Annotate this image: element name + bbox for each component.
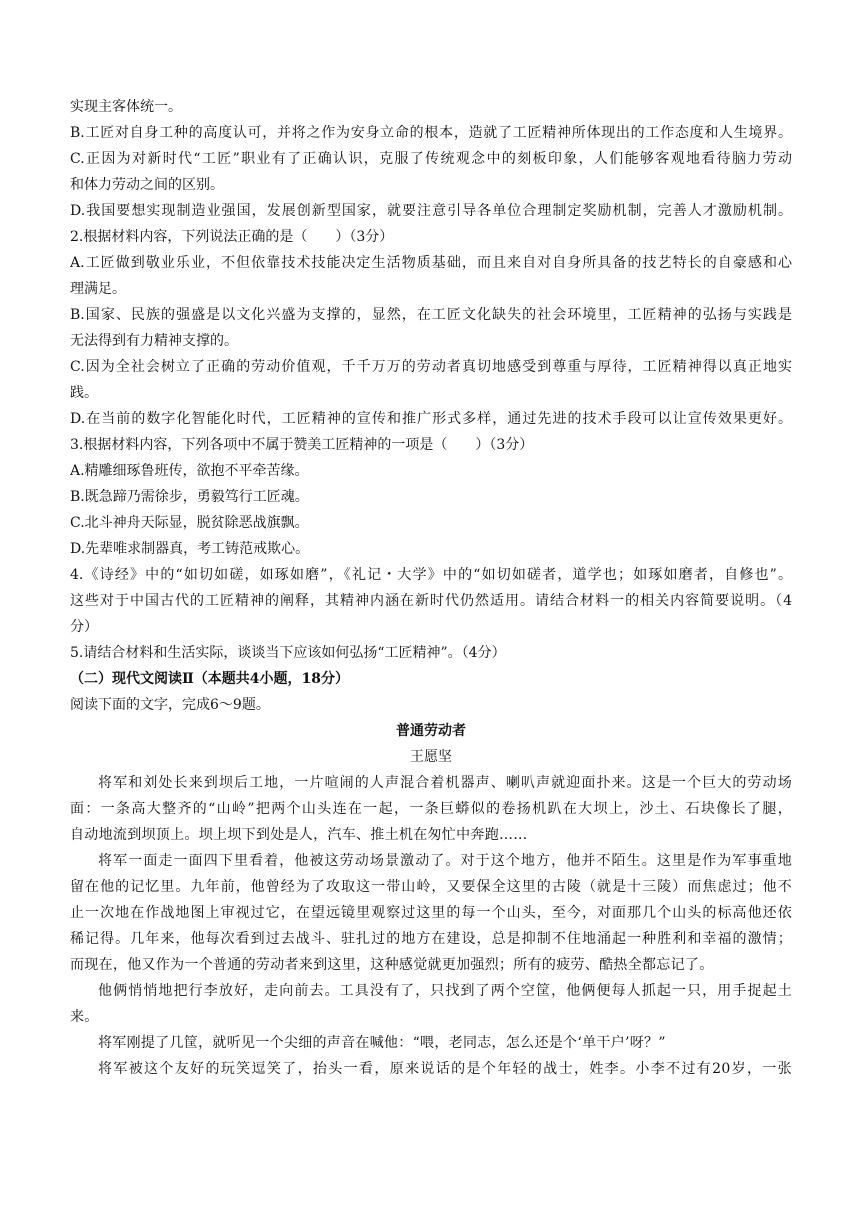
story-line: 稀记得。几年来，他每次看到过去战斗、驻扎过的地方在建设，总是抑制不住地涌起一种胜利和幸福的激情； xyxy=(70,931,792,947)
story-line: 而现在，他又作为一个普通的劳动者来到这里，这种感觉就更加强烈；所有的疲劳、酷热全都忘记了。 xyxy=(70,957,714,973)
story-line: 将军被这个友好的玩笑逗笑了，抬头一看，原来说话的是个年轻的战士，姓李。小李不过有20岁，一张 xyxy=(98,1061,792,1077)
question-5: 5.请结合材料和生活实际，谈谈当下应该如何弘扬“工匠精神”。（4分） xyxy=(70,645,506,661)
option-c: C.正因为对新时代“工匠”职业有了正确认识，克服了传统观念中的刻板印象，人们能够客观地看待脑力劳动 xyxy=(70,151,792,167)
option-c: C.北斗神舟天际显，脱贫除恶战旗飘。 xyxy=(70,515,309,531)
story-line: 将军刚提了几筐，就听见一个尖细的声音在喊他：“喂，老同志，怎么还是个‘单干户’呀？” xyxy=(98,1035,666,1051)
story-line: 止一次地在作战地图上审视过它，在望远镜里观察过这里的每一个山头，至今，对面那几个山头的标高他还依 xyxy=(70,905,792,921)
story-line: 将军和刘处长来到坝后工地，一片喧闹的人声混合着机器声、喇叭声就迎面扑来。这是一个巨大的劳动场 xyxy=(98,775,792,791)
option-b: B.国家、民族的强盛是以文化兴盛为支撑的，显然，在工匠文化缺失的社会环境里，工匠精神的弘扬与实践是 xyxy=(70,307,792,323)
text-line: 践。 xyxy=(70,385,98,401)
option-c: C.因为全社会树立了正确的劳动价值观，千千万万的劳动者真切地感受到尊重与厚待，工匠精神得以真正地实 xyxy=(70,359,792,375)
story-title: 普通劳动者 xyxy=(396,723,466,739)
question-2: 2.根据材料内容，下列说法正确的是（ ）（3分） xyxy=(70,229,394,245)
option-a: A.工匠做到敬业乐业，不但依靠技术技能决定生活物质基础，而且来自对自身所具备的技艺特长的自豪感和心 xyxy=(70,255,792,271)
question-4: 4.《诗经》中的“如切如磋，如琢如磨”，《礼记・大学》中的“如切如磋者，道学也；如琢如磨者，自修也”。 xyxy=(70,567,792,583)
exam-page xyxy=(70,94,792,1082)
story-line: 来。 xyxy=(70,1009,99,1025)
text-line: 分） xyxy=(70,619,98,635)
option-d: D.先辈唯求制器真，考工铸范戒欺心。 xyxy=(70,541,310,557)
option-b: B.工匠对自身工种的高度认可，并将之作为安身立命的根本，造就了工匠精神所体现出的工作态度和人生境界。 xyxy=(70,125,792,141)
story-line: 面：一条高大整齐的“山岭”把两个山头连在一起，一条巨蟒似的卷扬机趴在大坝上，沙土、石块像长了腿， xyxy=(70,801,792,817)
question-3: 3.根据材料内容，下列各项中不属于赞美工匠精神的一项是（ ）（3分） xyxy=(70,437,534,453)
option-a: A.精雕细琢鲁班传，欲抱不平牵苦缘。 xyxy=(70,463,309,479)
text-line: 实现主客体统一。 xyxy=(70,99,182,115)
text-line: 理满足。 xyxy=(70,281,126,297)
story-line: 他俩悄悄地把行李放好，走向前去。工具没有了，只找到了两个空筐，他俩便每人抓起一只，用手捉起土 xyxy=(98,983,792,999)
option-d: D.在当前的数字化智能化时代，工匠精神的宣传和推广形式多样，通过先进的技术手段可以让宣传效果更好。 xyxy=(70,411,792,427)
section-heading: （二）现代文阅读Ⅱ（本题共4小题，18分） xyxy=(70,671,350,687)
text-line: 无法得到有力精神支撑的。 xyxy=(70,333,238,349)
option-d: D.我国要想实现制造业强国，发展创新型国家，就要注意引导各单位合理制定奖励机制，完善人才激励机制。 xyxy=(70,203,792,219)
option-b: B.既急蹄乃需徐步，勇毅笃行工匠魂。 xyxy=(70,489,309,505)
story-line: 自动地流到坝顶上。坝上坝下到处是人，汽车、推土机在匆忙中奔跑…… xyxy=(70,827,528,843)
story-line: 留在他的记忆里。九年前，他曾经为了攻取这一带山岭，又要保全这里的古陵（就是十三陵）而焦虑过；他不 xyxy=(70,879,792,895)
story-author: 王愿坚 xyxy=(410,749,452,765)
instructions: 阅读下面的文字，完成6～9题。 xyxy=(70,697,270,713)
text-line: 这些对于中国古代的工匠精神的阐释，其精神内涵在新时代仍然适用。请结合材料一的相关内容简要说明。（4 xyxy=(70,593,792,609)
text-line: 和体力劳动之间的区别。 xyxy=(70,177,224,193)
story-line: 将军一面走一面四下里看着，他被这劳动场景激动了。对于这个地方，他并不陌生。这里是作为军事重地 xyxy=(98,853,792,869)
